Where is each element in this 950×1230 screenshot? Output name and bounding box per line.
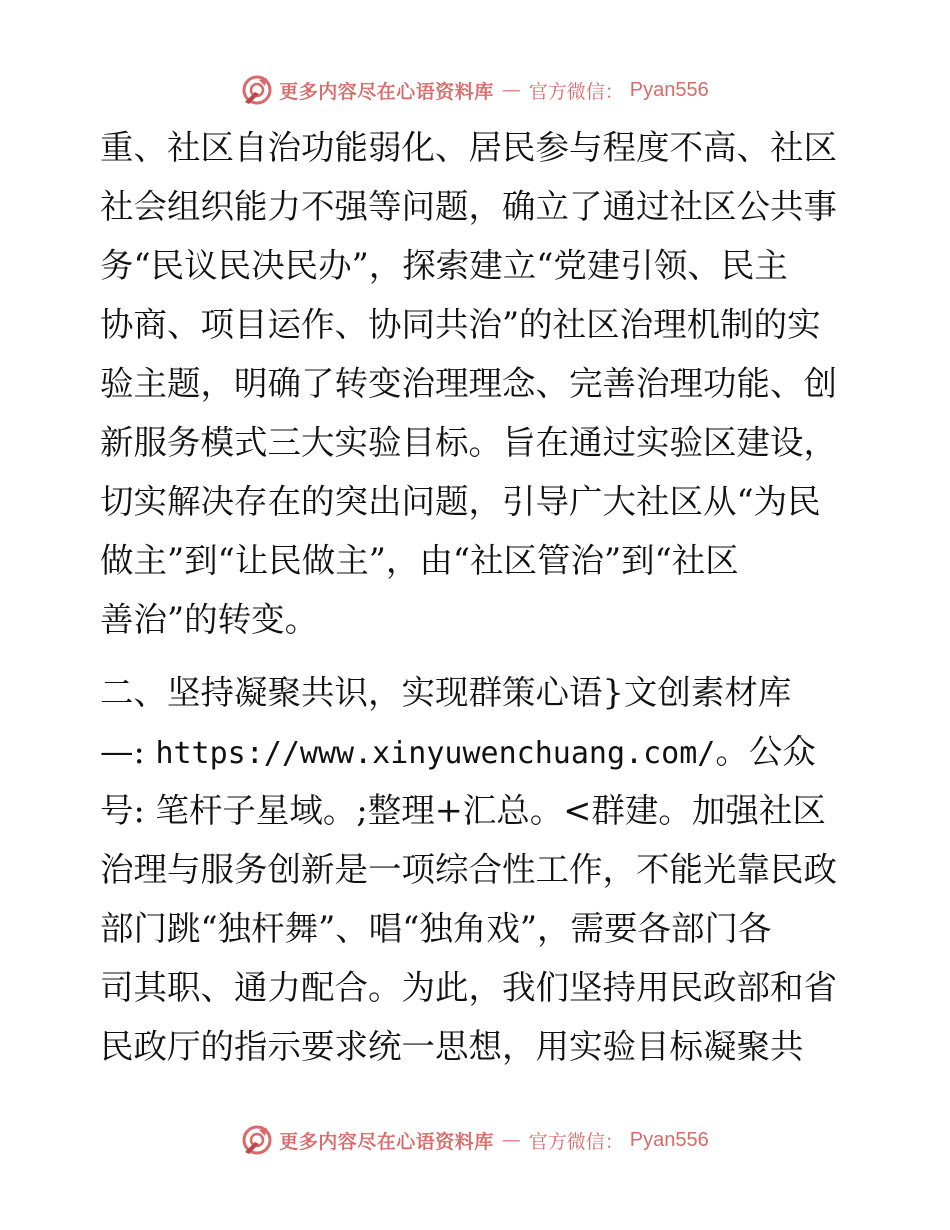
brand-logo-icon — [241, 1124, 273, 1156]
footer-wechat-id: Pyan556 — [629, 1128, 709, 1151]
header-wechat-label: 官方微信： — [528, 80, 624, 103]
footer-brand — [241, 1124, 709, 1156]
body-line: 司其职、通力配合。为此，我们坚持用民政部和省 — [100, 968, 837, 1007]
body-line: 号: 笔杆子星域。;整理+汇总。<群建。加强社区 — [100, 791, 826, 830]
header-wechat-id: Pyan556 — [629, 78, 709, 101]
body-line: 协商、项目运作、协同共治”的社区治理机制的实 — [100, 305, 821, 344]
body-line: 验主题，明确了转变治理理念、完善治理功能、创 — [100, 364, 837, 403]
body-line: 善治”的转变。 — [100, 600, 319, 639]
document-body — [100, 118, 852, 1076]
header-dash: — — [501, 79, 521, 101]
body-line: 治理与服务创新是一项综合性工作，不能光靠民政 — [100, 850, 837, 889]
footer-site-name: 更多内容尽在心语资料库 — [279, 1130, 494, 1153]
body-line: 社会组织能力不强等问题，确立了通过社区公共事 — [100, 187, 837, 226]
header-site-name: 更多内容尽在心语资料库 — [279, 80, 494, 103]
body-line: 部门跳“独杆舞”、唱“独角戏”，需要各部门各 — [100, 909, 772, 948]
body-line: 切实解决存在的突出问题，引导广大社区从“为民 — [100, 482, 821, 521]
footer-wechat-label: 官方微信： — [528, 1130, 624, 1153]
page-footer — [0, 1120, 950, 1160]
url-line-suffix: 。公众 — [715, 732, 816, 771]
body-line: 务“民议民决民办”，探索建立“党建引领、民主 — [100, 246, 788, 285]
url-line — [100, 722, 852, 781]
paragraph-gap — [100, 649, 852, 663]
body-line: 重、社区自治功能弱化、居民参与程度不高、社区 — [100, 128, 837, 167]
body-line: 民政厅的指示要求统一思想，用实验目标凝聚共 — [100, 1027, 804, 1066]
footer-dash: — — [501, 1129, 521, 1151]
body-line: 做主”到“让民做主”，由“社区管治”到“社区 — [100, 541, 739, 580]
header-brand — [241, 74, 709, 106]
website-url: https://www.xinyuwenchuang.com/ — [155, 736, 716, 771]
page-header — [0, 70, 950, 110]
section-heading-line: 二、坚持凝聚共识，实现群策心语}文创素材库 — [100, 673, 792, 712]
brand-logo-icon — [241, 74, 273, 106]
url-line-prefix: —: — [100, 732, 156, 771]
body-line: 新服务模式三大实验目标。旨在通过实验区建设， — [100, 423, 837, 462]
